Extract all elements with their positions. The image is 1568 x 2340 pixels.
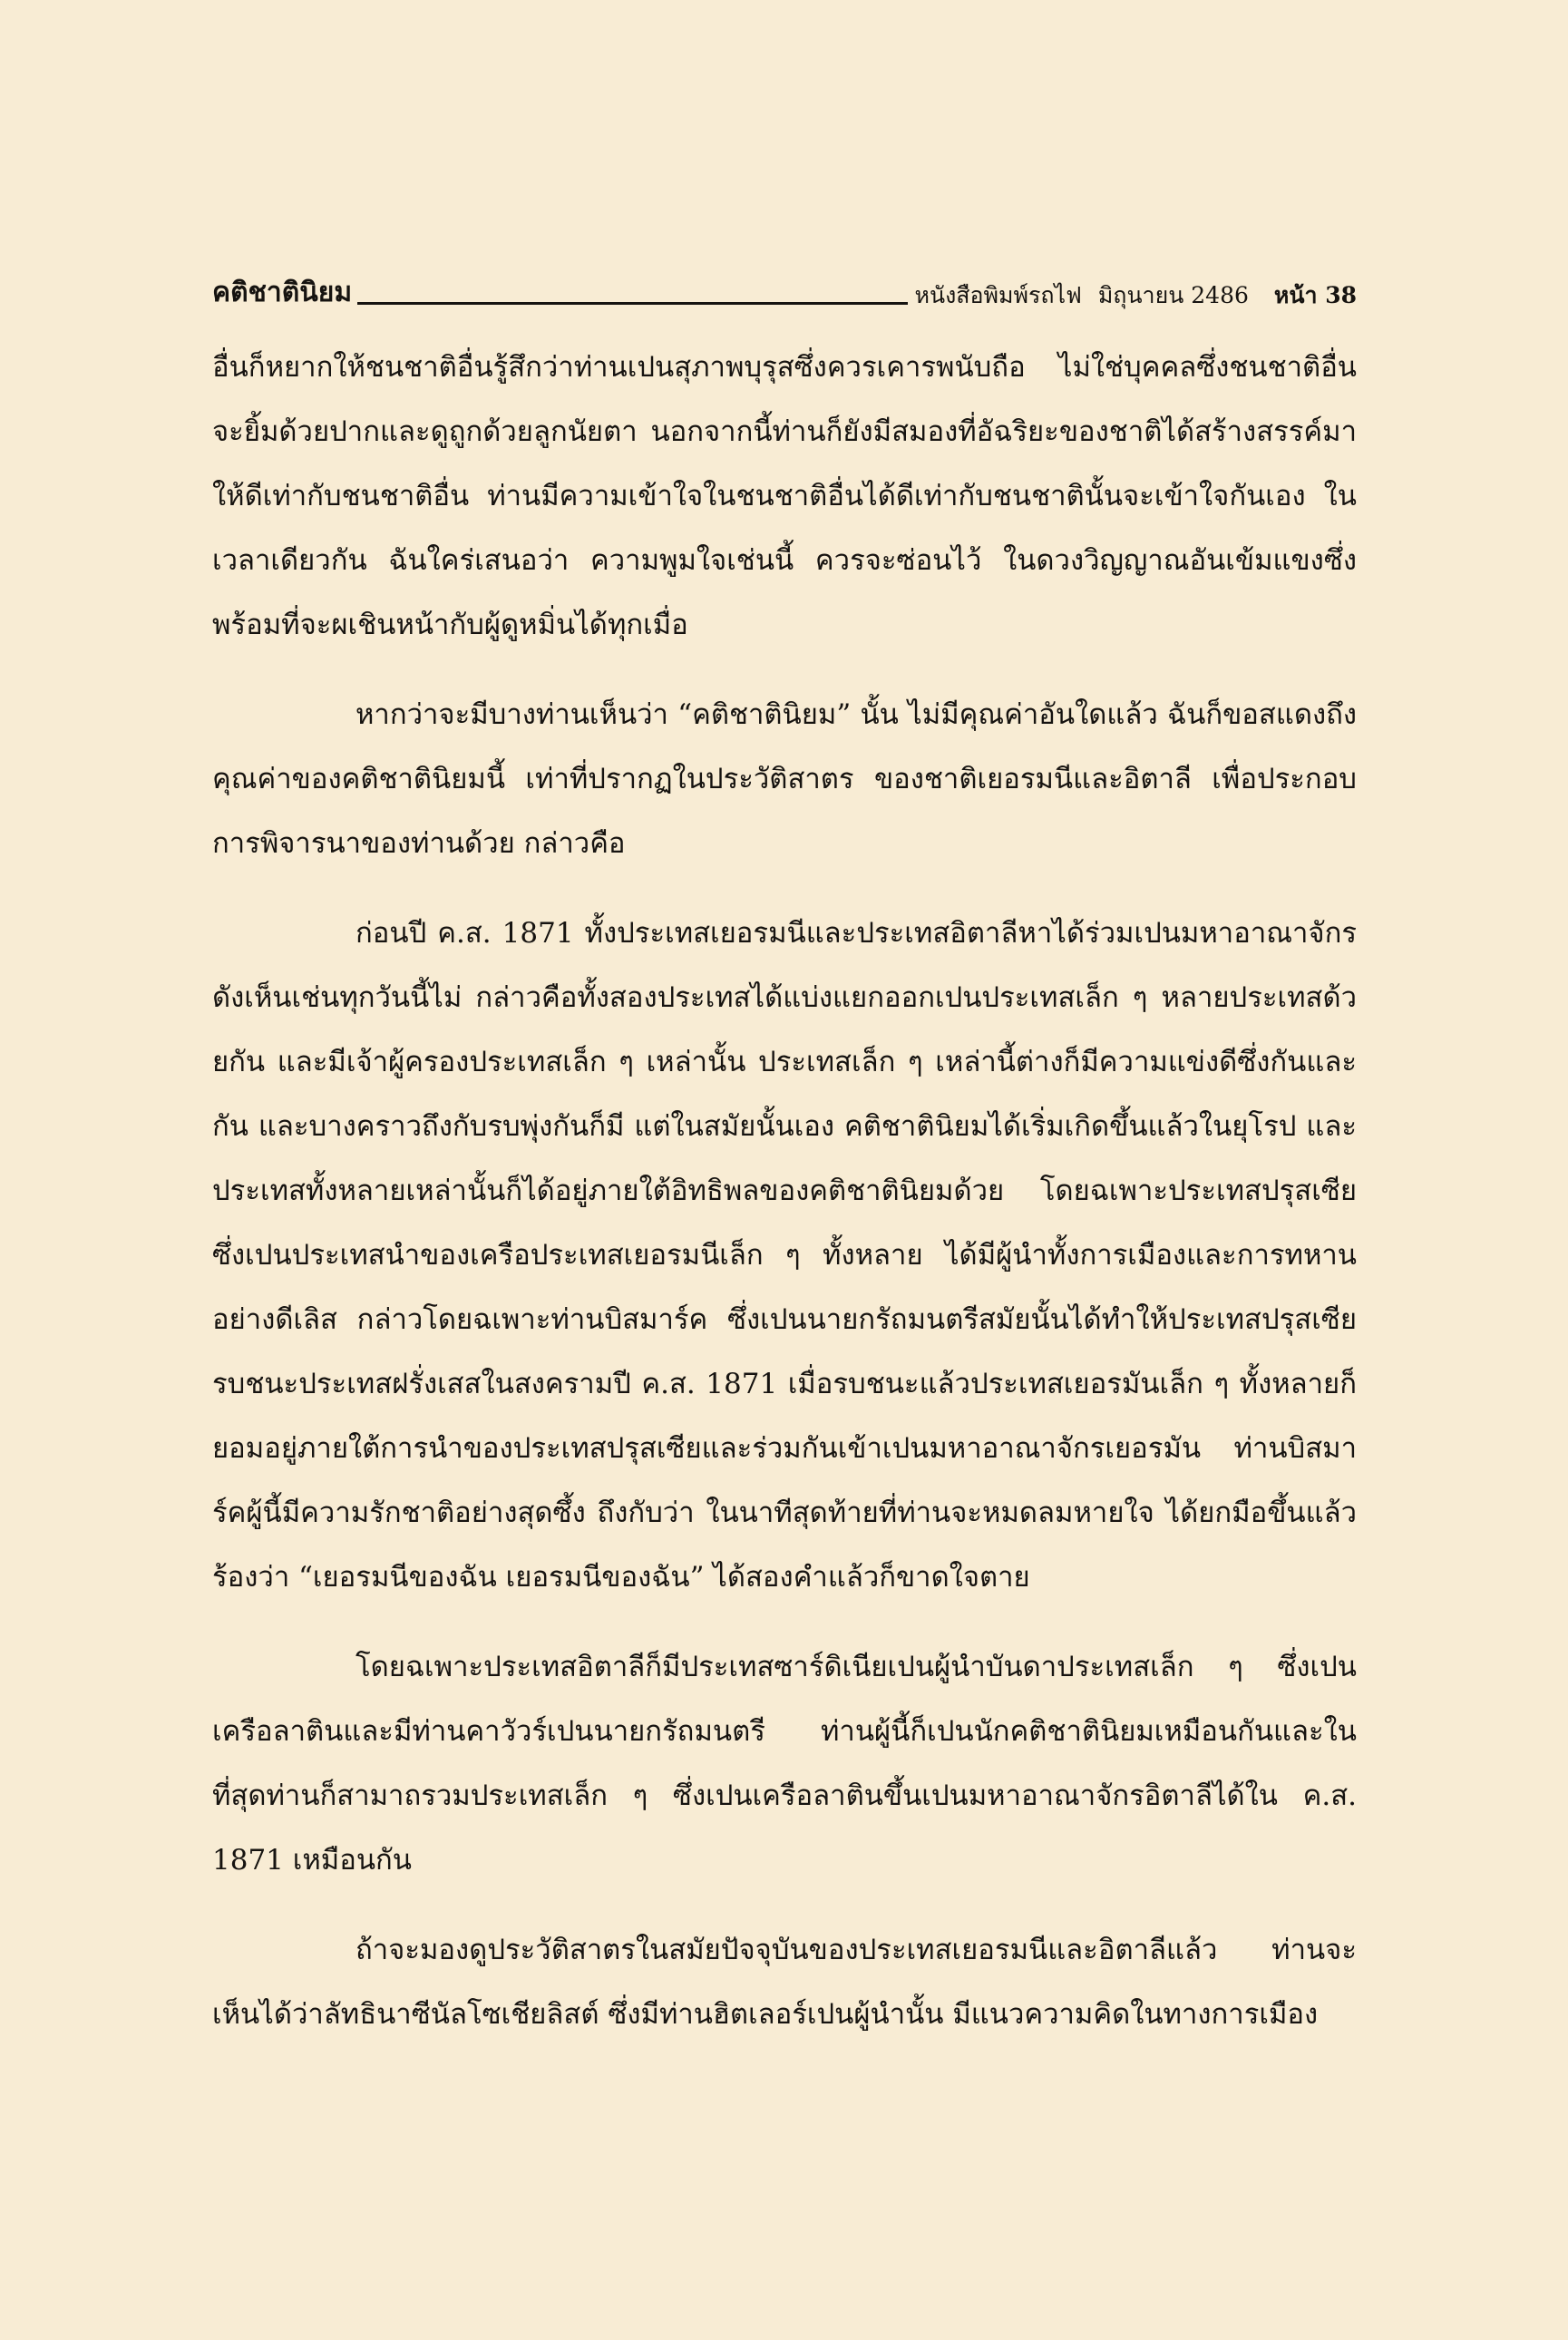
paragraph-present-day: ถ้าจะมองดูประวัติสาตรในสมัยปัจจุบันของประเทสเยอรมนีและอิตาลีแล้ว ท่านจะเห็นได้ว่าลัทธินาซีนัลโซเชียลิสต์ ซึ่งมีท่านฮิตเลอร์เปนผู้นำนั้น มีแนวความคิดในทางการเมือง xyxy=(212,1934,1357,2031)
paragraph-germany: ก่อนปี ค.ส. 1871 ทั้งประเทสเยอรมนีและประเทสอิตาลีหาได้ร่วมเปนมหาอาณาจักรดังเห็นเช่นทุกวันนี้ไม่ กล่าวคือทั้งสองประเทสได้แบ่งแยกออกเปนประเทสเล็ก ๆ หลายประเทสด้วยกัน และมีเจ้าผู้ครองประเทสเล็ก ๆ เหล่านั้น ประเทสเล็ก ๆ เหล่านี้ต่างก็มีความแข่งดีซึ่งกันและกัน และบางคราวถึงกับรบพุ่งกันก็มี แต่ในสมัยนั้นเอง คติชาตินิยมได้เริ่มเกิดขึ้นแล้วในยุโรป และประเทสทั้งหลายเหล่านั้นก็ได้อยู่ภายใต้อิทธิพลของคติชาตินิยมด้วย โดยฉเพาะประเทสปรุสเซีย ซึ่งเปนประเทสนำของเครือประเทสเยอรมนีเล็ก ๆ ทั้งหลาย ได้มีผู้นำทั้งการเมืองและการทหานอย่างดีเลิส กล่าวโดยฉเพาะท่านบิสมาร์ค ซึ่งเปนนายกรัถมนตรีสมัยนั้นได้ทำให้ประเทสปรุสเซียรบชนะประเทสฝรั่งเสสในสงครามปี ค.ส. 1871 เมื่อรบชนะแล้วประเทสเยอรมันเล็ก ๆ ทั้งหลายก็ยอมอยู่ภายใต้การนำของประเทสปรุสเซียและร่วมกันเข้าเปนมหาอาณาจักรเยอรมัน ท่านบิสมาร์คผู้นี้มีความรักชาติอย่างสุดซึ้ง ถึงกับว่า ในนาทีสุดท้ายที่ท่านจะหมดลมหายใจ ได้ยกมือขึ้นแล้วร้องว่า “เยอรมนีของฉัน เยอรมนีของฉัน” ได้สองคำแล้วก็ขาดใจตาย xyxy=(212,917,1357,1594)
body-text xyxy=(212,336,1357,2150)
publication-name: หนังสือพิมพ์รถไฟ xyxy=(914,282,1082,308)
paragraph-italy: โดยฉเพาะประเทสอิตาลีก็มีประเทสซาร์ดิเนียเปนผู้นำบันดาประเทสเล็ก ๆ ซึ่งเปนเครือลาตินและมีท่านคาวัวร์เปนนายกรัถมนตรี ท่านผู้นี้ก็เปนนักคติชาตินิยมเหมือนกันและในที่สุดท่านก็สามาถรวมประเทสเล็ก ๆ ซึ่งเปนเครือลาตินขึ้นเปนมหาอาณาจักรอิตาลีได้ใน ค.ส. 1871 เหมือนกัน xyxy=(212,1651,1357,1877)
paragraph-value-of-nationalism: หากว่าจะมีบางท่านเห็นว่า “คติชาตินิยม” นั้น ไม่มีคุณค่าอันใดแล้ว ฉันก็ขอสแดงถึงคุณค่าของคติชาตินิยมนี้ เท่าที่ปรากฏในประวัติสาตร ของชาติเยอรมนีและอิตาลี เพื่อประกอบการพิจารนาของท่านด้วย กล่าวคือ xyxy=(212,698,1357,860)
running-title: คติชาตินิยม xyxy=(212,277,353,308)
header-rule xyxy=(357,302,907,305)
page-number: หน้า 38 xyxy=(1273,282,1357,308)
page-header xyxy=(212,259,1357,314)
issue-date: มิถุนายน 2486 xyxy=(1097,282,1249,308)
paragraph-continuation: อื่นก็หยากให้ชนชาติอื่นรู้สึกว่าท่านเปนสุภาพบุรุสซึ่งควรเคารพนับถือ ไม่ใช่บุคคลซึ่งชนชาติอื่นจะยิ้มด้วยปากและดูถูกด้วยลูกนัยตา นอกจากนี้ท่านก็ยังมีสมองที่อัฉริยะของชาติได้สร้างสรรค์มาให้ดีเท่ากับชนชาติอื่น ท่านมีความเข้าใจในชนชาติอื่นได้ดีเท่ากับชนชาตินั้นจะเข้าใจกันเอง ในเวลาเดียวกัน ฉันใคร่เสนอว่า ความพูมใจเช่นนี้ ควรจะซ่อนไว้ ในดวงวิญญาณอันเข้มแขงซึ่งพร้อมที่จะผเชินหน้ากับผู้ดูหมิ่นได้ทุกเมื่อ xyxy=(212,351,1357,641)
